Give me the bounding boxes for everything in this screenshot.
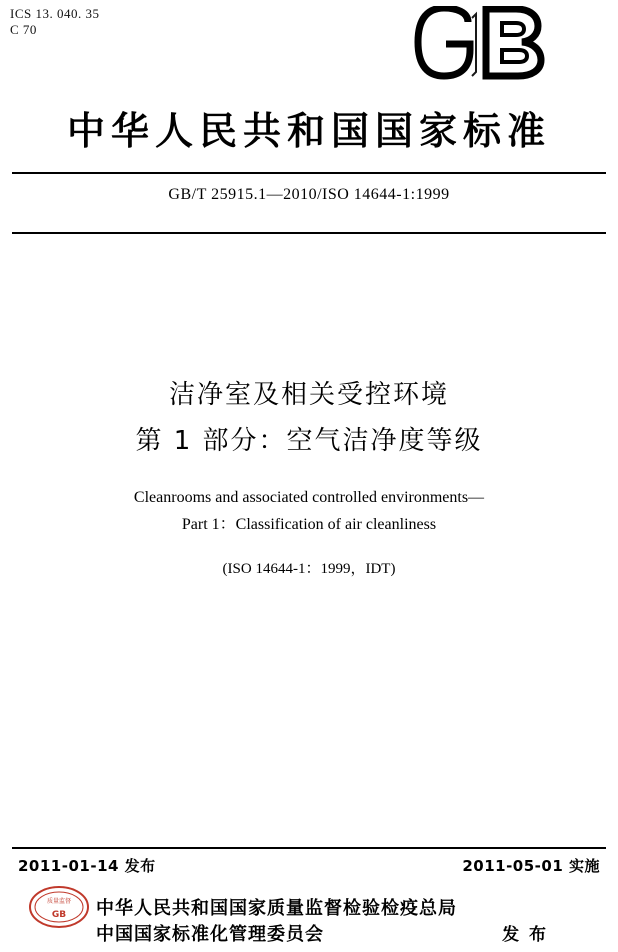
- standard-number: GB/T 25915.1—2010/ISO 14644-1:1999: [168, 186, 450, 203]
- ics-block: [10, 6, 99, 38]
- english-title-line1: Cleanrooms and associated controlled environments—: [133, 489, 485, 506]
- official-seal-icon: [28, 884, 90, 930]
- divider-top: [12, 172, 606, 174]
- chinese-title-line2: 第 1 部分：空气洁净度等级: [135, 426, 483, 456]
- divider-footer: [12, 847, 606, 849]
- svg-text:质量监督: 质量监督: [46, 898, 72, 905]
- english-title-line2: Part 1：Classification of air cleanliness: [181, 516, 437, 533]
- ics-code: ICS 13. 040. 35: [10, 6, 100, 21]
- idt-note: (ISO 14644-1：1999，IDT): [222, 561, 396, 577]
- page-title: 中华人民共和国国家标准: [66, 109, 551, 153]
- english-title: [0, 484, 618, 538]
- divider-bottom: [12, 232, 606, 234]
- classification-code: C 70: [10, 22, 37, 37]
- issuing-authorities: [96, 896, 457, 948]
- gb-logo-icon: [412, 6, 560, 80]
- chinese-title: [0, 372, 618, 464]
- issue-label: 发 布: [502, 925, 548, 945]
- issuer-line2: 中国国家标准化管理委员会: [96, 924, 324, 945]
- effective-date: 2011-05-01 实施: [462, 857, 600, 875]
- publish-date: 2011-01-14 发布: [18, 857, 156, 875]
- issuer-line1: 中华人民共和国国家质量监督检验检疫总局: [96, 898, 457, 919]
- chinese-title-line1: 洁净室及相关受控环境: [168, 380, 449, 410]
- svg-text:GB: GB: [51, 910, 67, 920]
